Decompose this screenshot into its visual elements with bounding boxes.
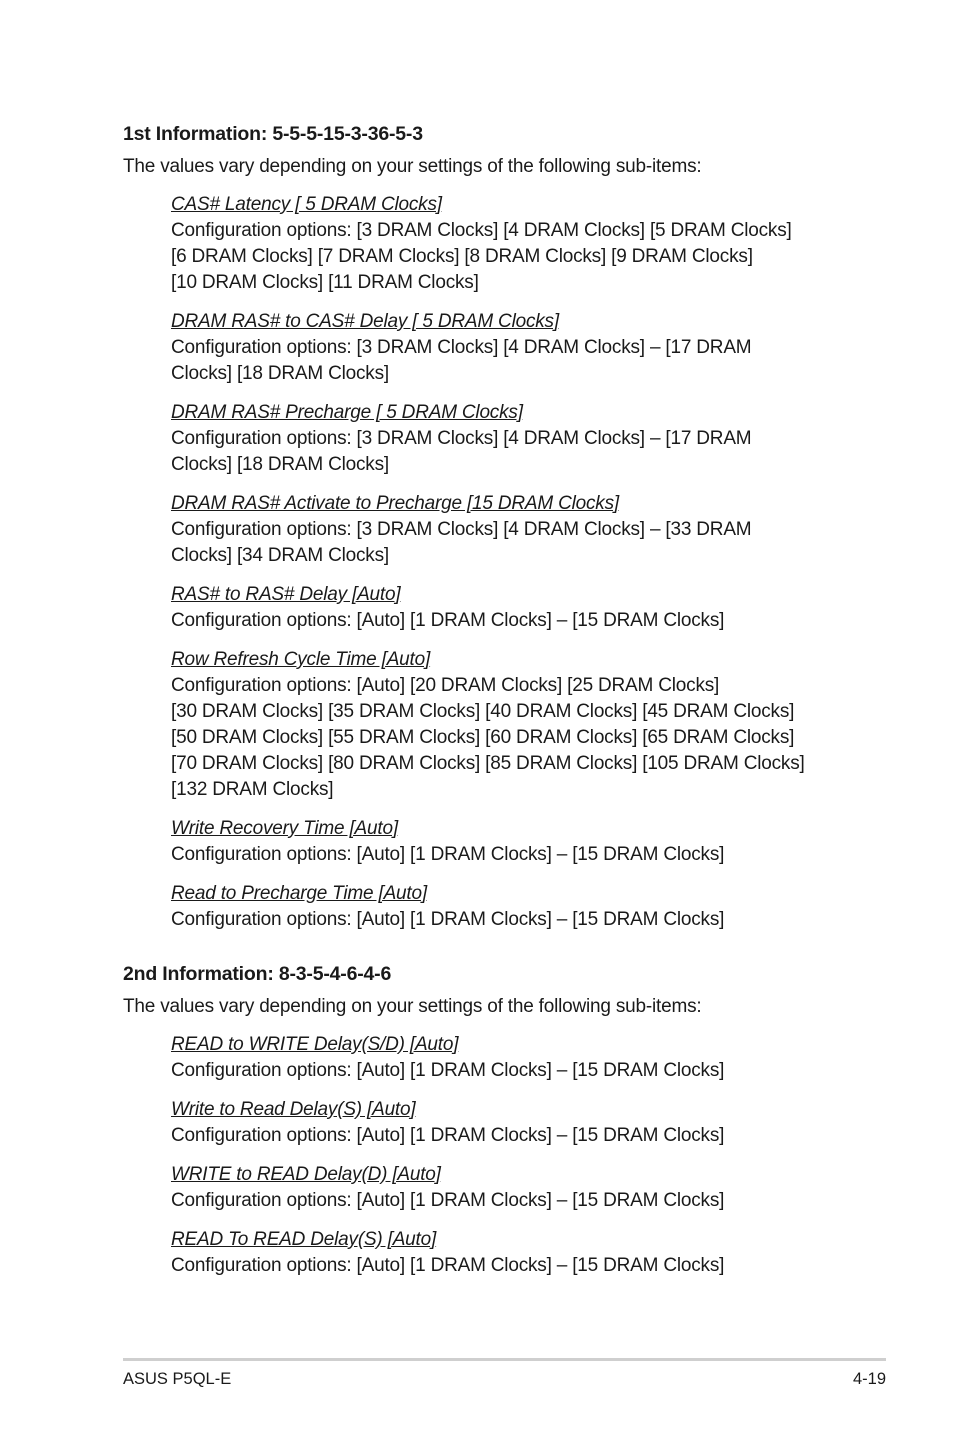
sub-item [171,816,843,868]
sub-item-options: Configuration options: [3 DRAM Clocks] [4 DRAM Clocks] – [17 DRAM [171,337,752,358]
sub-item-title: READ to WRITE Delay(S/D) [Auto] [171,1034,459,1055]
section-intro: The values vary depending on your settings of the following sub-items: [123,996,702,1017]
sub-item-options: Clocks] [18 DRAM Clocks] [171,363,389,384]
sub-item-options: Configuration options: [Auto] [1 DRAM Clocks] – [15 DRAM Clocks] [171,1060,725,1081]
sub-item-options: Clocks] [34 DRAM Clocks] [171,545,389,566]
sub-item-title: Row Refresh Cycle Time [Auto] [171,649,431,670]
sub-item-title: DRAM RAS# to CAS# Delay [ 5 DRAM Clocks] [171,311,559,332]
sub-item-title: DRAM RAS# Precharge [ 5 DRAM Clocks] [171,402,523,423]
sub-item-title: Read to Precharge Time [Auto] [171,883,427,904]
sub-item-options: Configuration options: [Auto] [1 DRAM Clocks] – [15 DRAM Clocks] [171,909,725,930]
sub-item-list [171,192,843,933]
sub-item-options: Clocks] [18 DRAM Clocks] [171,454,389,475]
sub-item [171,881,843,933]
section-intro: The values vary depending on your settings of the following sub-items: [123,156,702,177]
sub-item [171,491,843,569]
sub-item [171,309,843,387]
sub-item-title: Write Recovery Time [Auto] [171,818,398,839]
sub-item-options: [10 DRAM Clocks] [11 DRAM Clocks] [171,272,479,293]
sub-item-options: Configuration options: [Auto] [1 DRAM Clocks] – [15 DRAM Clocks] [171,1125,725,1146]
sub-item-options: [6 DRAM Clocks] [7 DRAM Clocks] [8 DRAM Clocks] [9 DRAM Clocks] [171,246,753,267]
sub-item-options: Configuration options: [Auto] [1 DRAM Clocks] – [15 DRAM Clocks] [171,1190,725,1211]
sub-item-options: [50 DRAM Clocks] [55 DRAM Clocks] [60 DRAM Clocks] [65 DRAM Clocks] [171,727,795,748]
sub-item-options: Configuration options: [Auto] [1 DRAM Clocks] – [15 DRAM Clocks] [171,844,725,865]
sub-item [171,1032,843,1084]
sub-item-options: Configuration options: [Auto] [20 DRAM Clocks] [25 DRAM Clocks] [171,675,720,696]
sub-item-title: WRITE to READ Delay(D) [Auto] [171,1164,441,1185]
sub-item [171,1227,843,1279]
sub-item-title: DRAM RAS# Activate to Precharge [15 DRAM Clocks] [171,493,619,514]
section-heading: 1st Information: 5-5-5-15-3-36-5-3 [123,123,423,145]
sub-item-options: Configuration options: [3 DRAM Clocks] [4 DRAM Clocks] [5 DRAM Clocks] [171,220,792,241]
sub-item-options: Configuration options: [Auto] [1 DRAM Clocks] – [15 DRAM Clocks] [171,610,725,631]
sub-item [171,400,843,478]
sub-item-title: READ To READ Delay(S) [Auto] [171,1229,437,1250]
footer-product-name: ASUS P5QL-E [123,1370,232,1388]
sub-item [171,1097,843,1149]
page-footer [123,1358,886,1388]
sub-item-options: [30 DRAM Clocks] [35 DRAM Clocks] [40 DRAM Clocks] [45 DRAM Clocks] [171,701,795,722]
sub-item-options: [70 DRAM Clocks] [80 DRAM Clocks] [85 DRAM Clocks] [105 DRAM Clocks] [171,753,805,774]
section-1st-information [123,122,843,946]
sub-item-list [171,1032,843,1279]
section-heading: 2nd Information: 8-3-5-4-6-4-6 [123,963,392,985]
sub-item [171,192,843,296]
sub-item [171,582,843,634]
sub-item-title: Write to Read Delay(S) [Auto] [171,1099,416,1120]
sub-item-options: Configuration options: [Auto] [1 DRAM Clocks] – [15 DRAM Clocks] [171,1255,725,1276]
sub-item-options: [132 DRAM Clocks] [171,779,334,800]
footer-page-number: 4-19 [852,1370,886,1388]
sub-item-options: Configuration options: [3 DRAM Clocks] [4 DRAM Clocks] – [17 DRAM [171,428,752,449]
sub-item [171,1162,843,1214]
sub-item-options: Configuration options: [3 DRAM Clocks] [4 DRAM Clocks] – [33 DRAM [171,519,752,540]
section-2nd-information [123,962,843,1292]
sub-item [171,647,843,803]
sub-item-title: RAS# to RAS# Delay [Auto] [171,584,401,605]
sub-item-title: CAS# Latency [ 5 DRAM Clocks] [171,194,442,215]
